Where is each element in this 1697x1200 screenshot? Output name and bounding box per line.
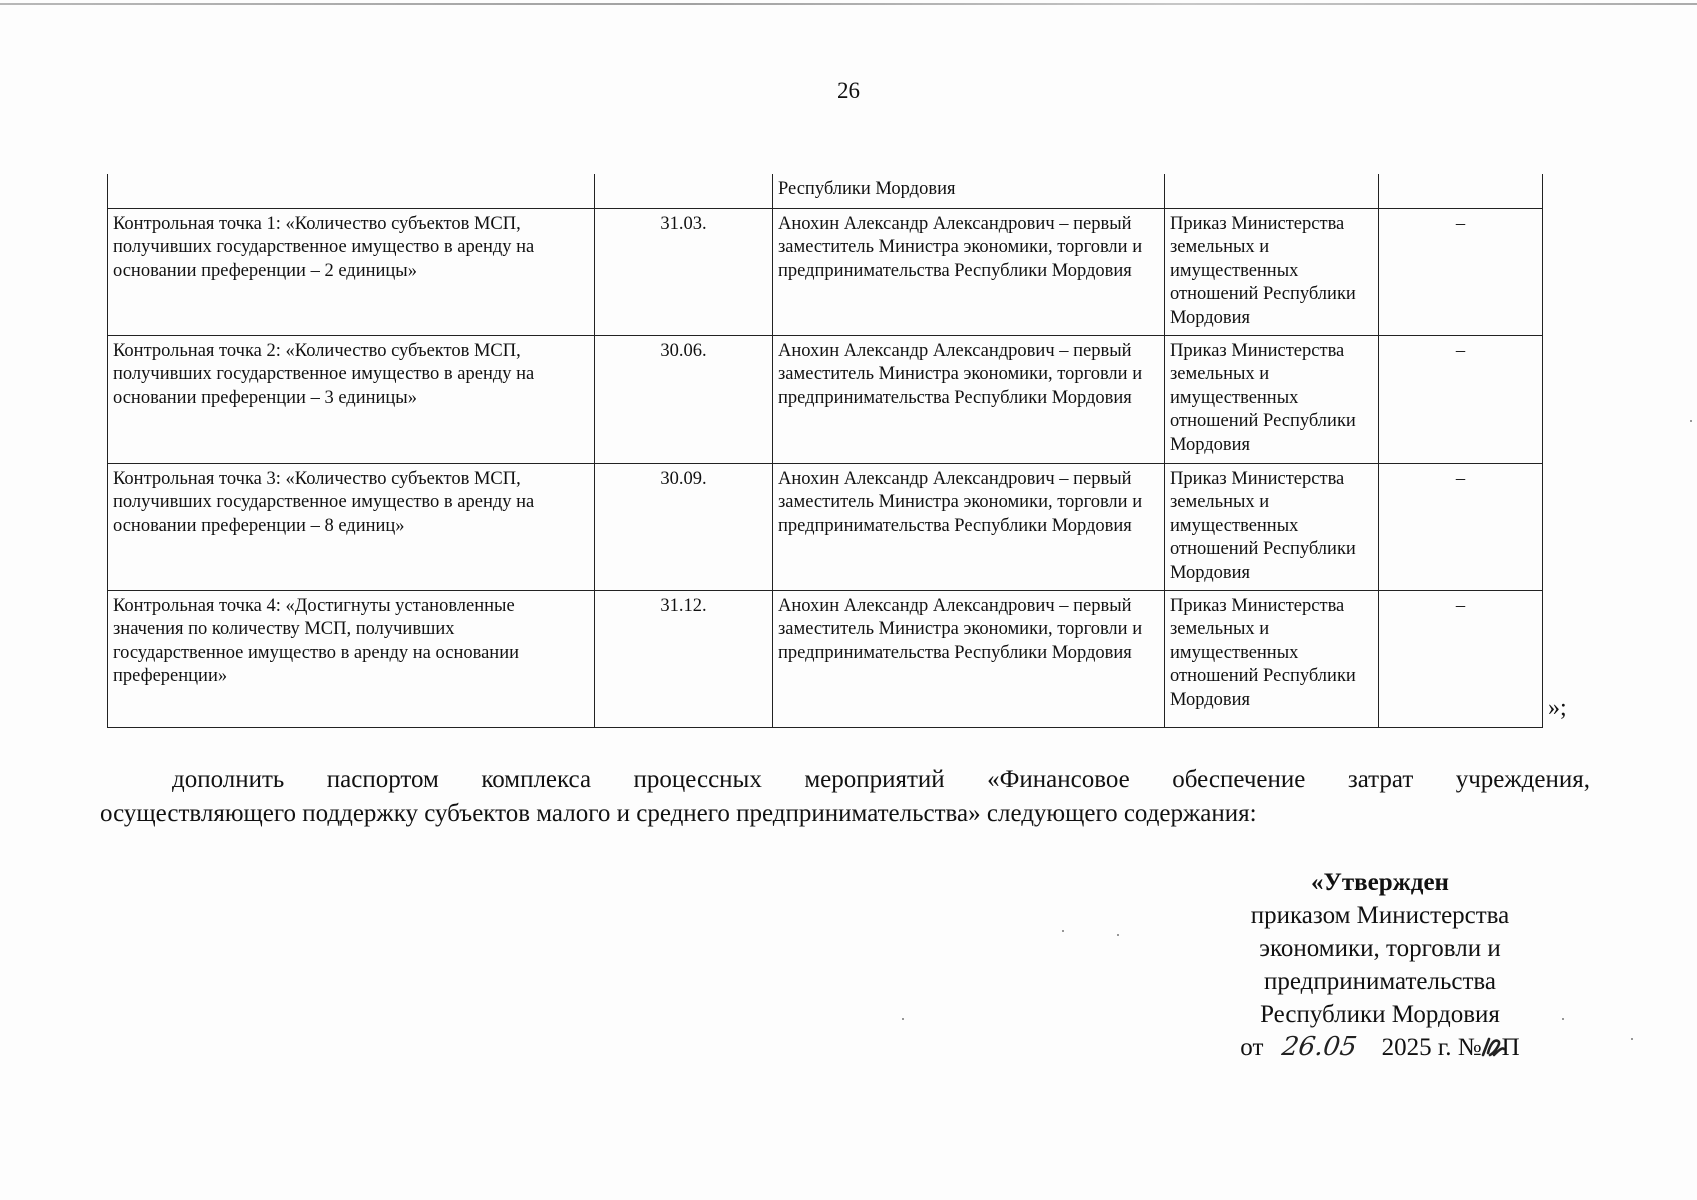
table-cell-document: Приказ Министерства земельных и имущественных отношений Республики Мордовия xyxy=(1165,463,1379,590)
table-cell-note xyxy=(1379,174,1543,208)
approval-line-2: экономики, торговли и xyxy=(1259,935,1501,962)
table-row xyxy=(108,174,1543,208)
body-line-2: осуществляющего поддержку субъектов малого и среднего предпринимательства» следующего содержания: xyxy=(100,800,1257,827)
table-cell-date: 30.09. xyxy=(595,463,773,590)
table-row xyxy=(108,590,1543,727)
handwritten-date: 26.05 xyxy=(1280,1032,1359,1062)
order-suffix: П xyxy=(1501,1034,1520,1061)
table-cell-document xyxy=(1165,174,1379,208)
year-text: 2025 г. № xyxy=(1381,1034,1482,1061)
scan-speck xyxy=(1117,934,1119,936)
scan-speck xyxy=(1631,1038,1633,1040)
table-cell-date xyxy=(595,174,773,208)
table-cell-responsible: Анохин Александр Александрович – первый заместитель Министра экономики, торговли и предпринимательства Республики Мордовия xyxy=(773,335,1165,463)
table-cell-responsible: Анохин Александр Александрович – первый заместитель Министра экономики, торговли и предпринимательства Республики Мордовия xyxy=(773,590,1165,727)
table-cell-document: Приказ Министерства земельных и имущественных отношений Республики Мордовия xyxy=(1165,590,1379,727)
approval-stamp-block xyxy=(1170,866,1590,1064)
table-cell-note: – xyxy=(1379,590,1543,727)
scan-edge-line xyxy=(0,3,1697,5)
scan-speck xyxy=(1062,930,1064,932)
table-cell-responsible: Анохин Александр Александрович – первый заместитель Министра экономики, торговли и предпринимательства Республики Мордовия xyxy=(773,463,1165,590)
table-closing-mark: »; xyxy=(1548,695,1567,721)
table-cell-name xyxy=(108,174,595,208)
table-row xyxy=(108,463,1543,590)
table-cell-responsible: Республики Мордовия xyxy=(773,174,1165,208)
approval-line-4: Республики Мордовия xyxy=(1260,1001,1500,1028)
control-points-table xyxy=(107,174,1543,728)
table-cell-note: – xyxy=(1379,335,1543,463)
handwritten-order-number-mark xyxy=(1482,1035,1502,1059)
table-cell-date: 30.06. xyxy=(595,335,773,463)
body-paragraph xyxy=(100,763,1590,831)
approval-line-3: предпринимательства xyxy=(1264,968,1496,995)
table-cell-name: Контрольная точка 4: «Достигнуты установленные значения по количеству МСП, получивших государственное имущество в аренду на основании преференции» xyxy=(108,590,595,727)
table-cell-name: Контрольная точка 1: «Количество субъектов МСП, получивших государственное имущество в аренду на основании преференции – 2 единицы» xyxy=(108,208,595,335)
table-cell-document: Приказ Министерства земельных и имущественных отношений Республики Мордовия xyxy=(1165,208,1379,335)
table-cell-date: 31.12. xyxy=(595,590,773,727)
body-line-1: дополнить паспортом комплекса процессных мероприятий «Финансовое обеспечение затрат учреждения, xyxy=(172,766,1590,793)
approval-title: «Утвержден xyxy=(1311,869,1449,896)
table-cell-note: – xyxy=(1379,463,1543,590)
table-cell-name: Контрольная точка 2: «Количество субъектов МСП, получивших государственное имущество в аренду на основании преференции – 3 единицы» xyxy=(108,335,595,463)
table-cell-note: – xyxy=(1379,208,1543,335)
scan-speck xyxy=(1690,420,1692,422)
table-cell-date: 31.03. xyxy=(595,208,773,335)
page-number: 26 xyxy=(837,78,860,103)
table-row xyxy=(108,208,1543,335)
table-cell-name: Контрольная точка 3: «Количество субъектов МСП, получивших государственное имущество в аренду на основании преференции – 8 единиц» xyxy=(108,463,595,590)
table-row xyxy=(108,335,1543,463)
scan-speck xyxy=(902,1018,904,1020)
scan-speck xyxy=(1562,1018,1564,1020)
from-label: от xyxy=(1240,1034,1264,1061)
approval-date-line xyxy=(1170,1031,1590,1064)
table-cell-document: Приказ Министерства земельных и имущественных отношений Республики Мордовия xyxy=(1165,335,1379,463)
approval-line-1: приказом Министерства xyxy=(1250,902,1510,929)
table-cell-responsible: Анохин Александр Александрович – первый заместитель Министра экономики, торговли и предпринимательства Республики Мордовия xyxy=(773,208,1165,335)
